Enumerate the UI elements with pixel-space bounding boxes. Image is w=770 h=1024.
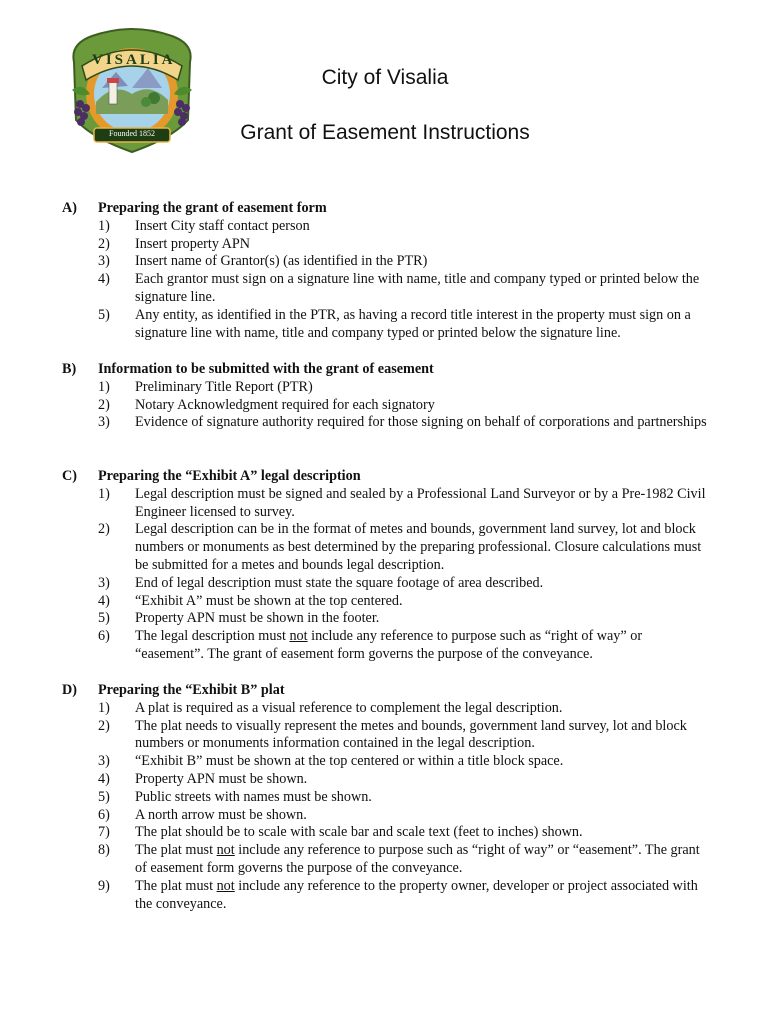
item-text: Legal description can be in the format of metes and bounds, government land survey, lot and block numbers or monuments as best determined by the preparing professional. Closure calculations must be submitted for a metes and bounds legal description.: [135, 521, 702, 573]
item-number: 1): [98, 378, 110, 395]
item-text: Property APN must be shown.: [135, 770, 308, 787]
item-number: 2): [98, 235, 110, 252]
item-text: Public streets with names must be shown.: [135, 788, 372, 805]
underlined-word: not: [216, 842, 235, 859]
list-item: [62, 218, 712, 236]
item-text: Property APN must be shown in the footer.: [135, 610, 380, 627]
item-number: 7): [98, 824, 110, 841]
list-item: [62, 700, 712, 718]
item-number: 5): [98, 788, 110, 805]
logo-text-founded: Founded 1852: [109, 129, 155, 138]
section-letter: B): [62, 361, 77, 377]
list-item: [62, 521, 712, 574]
list-item: [62, 253, 712, 271]
list-item: [62, 271, 712, 307]
list-item: [62, 842, 712, 878]
item-number: 8): [98, 842, 110, 859]
item-number: 2): [98, 717, 110, 734]
underlined-word: not: [289, 628, 308, 645]
item-text: Insert property APN: [135, 235, 251, 252]
section-title: Information to be submitted with the grant of easement: [98, 361, 434, 377]
item-number: 3): [98, 574, 110, 591]
item-text: End of legal description must state the square footage of area described.: [135, 574, 544, 591]
list-item: [62, 628, 712, 664]
item-number: 4): [98, 271, 110, 288]
item-number: 3): [98, 414, 110, 431]
section-title: Preparing the grant of easement form: [98, 200, 327, 216]
item-number: 5): [98, 610, 110, 627]
item-number: 1): [98, 217, 110, 234]
item-text: The plat needs to visually represent the metes and bounds, government land survey, lot and block numbers or monuments information contained in the legal description.: [135, 717, 687, 752]
item-text: Preliminary Title Report (PTR): [135, 378, 313, 395]
item-text: Insert City staff contact person: [135, 217, 310, 234]
item-number: 6): [98, 806, 110, 823]
page-title: City of Visalia: [321, 66, 449, 89]
list-item: [62, 379, 712, 397]
item-text: Any entity, as identified in the PTR, as having a record title interest in the property must sign on a signature line with name, title and company typed or printed below the signature line.: [135, 306, 691, 341]
item-number: 4): [98, 770, 110, 787]
item-number: 1): [98, 485, 110, 502]
item-text: Evidence of signature authority required for those signing on behalf of corporations and partnerships: [135, 414, 707, 431]
item-text-part: The legal description must: [135, 628, 290, 645]
item-number: 2): [98, 396, 110, 413]
list-item: [62, 807, 712, 825]
list-item: [62, 824, 712, 842]
item-number: 3): [98, 753, 110, 770]
item-text-part: The plat must: [135, 877, 217, 894]
list-item: [62, 878, 712, 914]
underlined-word: not: [216, 877, 235, 894]
item-text-part: The plat must: [135, 842, 217, 859]
list-item: [62, 236, 712, 254]
list-item: [62, 789, 712, 807]
item-text: “Exhibit B” must be shown at the top centered or within a title block space.: [135, 753, 564, 770]
list-item: [62, 414, 712, 432]
item-text: A plat is required as a visual reference to complement the legal description.: [135, 699, 563, 716]
list-item: [62, 307, 712, 343]
section-letter: A): [62, 200, 77, 216]
item-number: 5): [98, 306, 110, 323]
item-text: The plat should be to scale with scale bar and scale text (feet to inches) shown.: [135, 824, 583, 841]
section-d: [62, 682, 712, 913]
item-number: 1): [98, 699, 110, 716]
item-text: A north arrow must be shown.: [135, 806, 307, 823]
item-number: 2): [98, 521, 110, 538]
item-number: 6): [98, 628, 110, 645]
item-text: Insert name of Grantor(s) (as identified in the PTR): [135, 253, 428, 270]
section-b: [62, 361, 712, 432]
section-title: Preparing the “Exhibit A” legal description: [98, 468, 361, 484]
item-number: 3): [98, 253, 110, 270]
list-item: [62, 397, 712, 415]
list-item: [62, 610, 712, 628]
list-item: [62, 593, 712, 611]
item-text-part: include any reference to the property owner, developer or project associated with the conveyance.: [135, 877, 698, 912]
list-item: [62, 771, 712, 789]
section-a: [62, 200, 712, 342]
list-item: [62, 575, 712, 593]
section-letter: D): [62, 682, 77, 698]
item-text-part: include any reference to purpose such as “right of way” or “easement”. The grant of easement form governs the purpose of the conveyance.: [135, 628, 643, 662]
item-text: Each grantor must sign on a signature line with name, title and company typed or printed below the signature line.: [135, 271, 700, 305]
item-text-part: include any reference to purpose such as “right of way” or “easement”. The grant of easement form governs the purpose of the conveyance.: [135, 842, 700, 876]
section-c: [62, 468, 712, 664]
item-text: [135, 842, 712, 878]
list-item: [62, 486, 712, 522]
item-number: 4): [98, 592, 110, 609]
item-text: Legal description must be signed and sealed by a Professional Land Surveyor or by a Pre-1982 Civil Engineer licensed to survey.: [135, 485, 706, 520]
list-item: [62, 718, 712, 754]
section-title: Preparing the “Exhibit B” plat: [98, 682, 285, 698]
item-text: “Exhibit A” must be shown at the top centered.: [135, 592, 403, 609]
item-number: 9): [98, 877, 110, 894]
item-text: [135, 878, 712, 914]
logo-text-visalia: VISALIA: [92, 52, 176, 68]
item-text: [135, 628, 712, 664]
section-letter: C): [62, 468, 77, 484]
item-text: Notary Acknowledgment required for each signatory: [135, 396, 435, 413]
list-item: [62, 753, 712, 771]
page-subtitle: Grant of Easement Instructions: [240, 121, 530, 144]
